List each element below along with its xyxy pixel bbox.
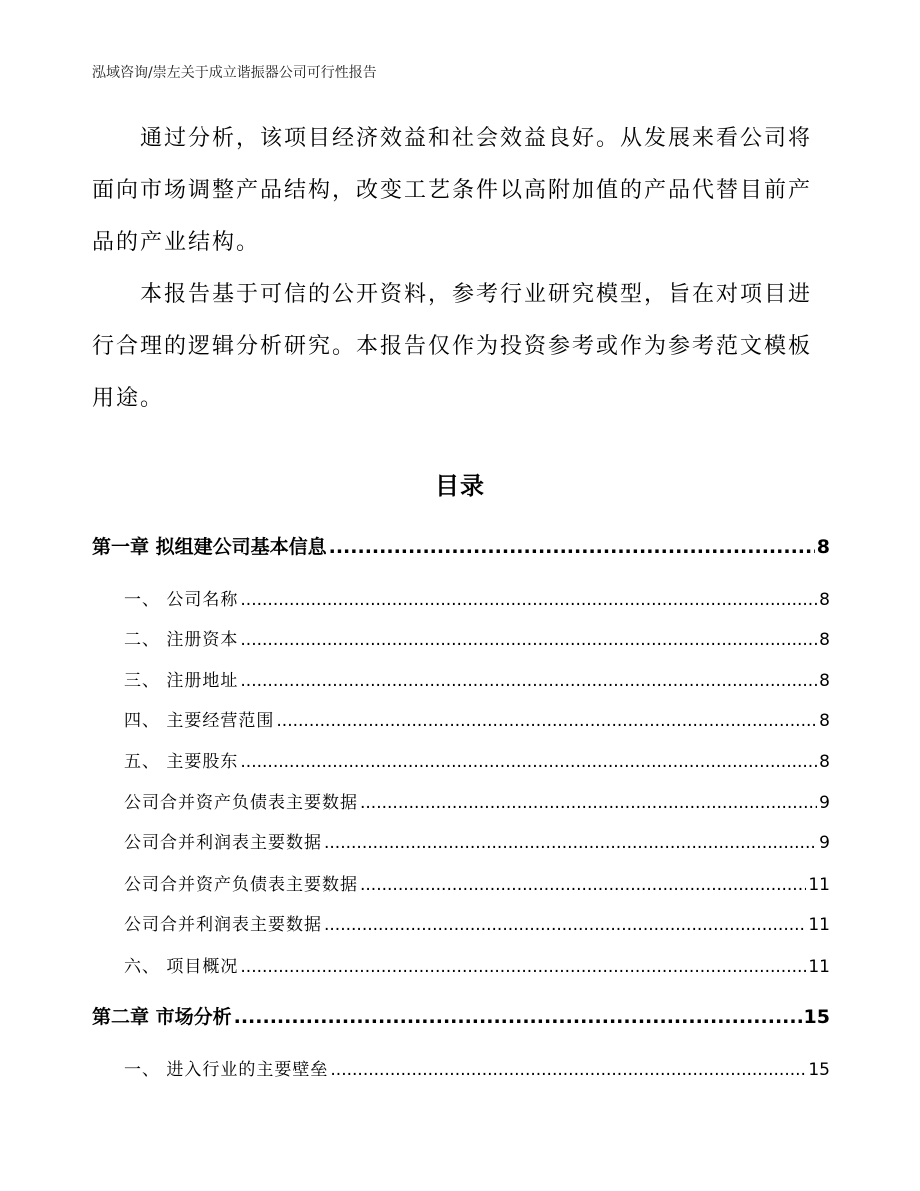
- toc-leader-dots: [240, 590, 817, 610]
- toc-page-number: 8: [819, 671, 830, 691]
- toc-leader-dots: [330, 1060, 806, 1080]
- body-paragraph-1: 通过分析，该项目经济效益和社会效益良好。从发展来看公司将面向市场调整产品结构，改变工艺条件以高附加值的产品代替目前产品的产业结构。: [92, 126, 813, 255]
- toc-entry-balance-sheet-1[interactable]: [124, 788, 830, 813]
- toc-entry-registered-address[interactable]: [124, 666, 830, 691]
- toc-entry-label: 五、 主要股东: [124, 752, 239, 772]
- toc-entry-income-statement-1[interactable]: [124, 828, 830, 853]
- toc-entry-label: 四、 主要经营范围: [124, 711, 275, 731]
- toc-page-number: 8: [819, 630, 830, 650]
- toc-page-number: 8: [816, 536, 830, 558]
- toc-entry-label: 六、 项目概况: [124, 957, 239, 977]
- toc-entry-label: 一、 公司名称: [124, 590, 239, 610]
- toc-entry-label: 公司合并利润表主要数据: [124, 915, 322, 935]
- toc-page-number: 15: [808, 1060, 830, 1080]
- toc-entry-label: 一、 进入行业的主要壁垒: [124, 1060, 329, 1080]
- toc-entry-company-name[interactable]: [124, 585, 830, 610]
- toc-leader-dots: [324, 833, 817, 853]
- toc-entry-label: 公司合并资产负债表主要数据: [124, 793, 358, 813]
- toc-leader-dots: [360, 793, 817, 813]
- toc-entry-income-statement-2[interactable]: [124, 910, 830, 935]
- toc-leader-dots: [276, 711, 817, 731]
- toc-leader-dots: [329, 536, 815, 558]
- toc-page-number: 11: [808, 875, 830, 895]
- toc-page-number: 8: [819, 752, 830, 772]
- toc-entry-project-overview[interactable]: [124, 952, 830, 977]
- toc-leader-dots: [240, 752, 817, 772]
- toc-page-number: 9: [819, 793, 830, 813]
- document-header: 泓域咨询/崇左关于成立谐振器公司可行性报告: [92, 65, 377, 81]
- toc-entry-balance-sheet-2[interactable]: [124, 870, 830, 895]
- body-paragraph-2: 本报告基于可信的公开资料，参考行业研究模型，旨在对项目进行合理的逻辑分析研究。本报告仅作为投资参考或作为参考范文模板用途。: [92, 282, 813, 411]
- toc-entry-label: 公司合并利润表主要数据: [124, 833, 322, 853]
- toc-title: 目录: [435, 472, 485, 500]
- toc-entry-entry-barriers[interactable]: [124, 1055, 830, 1080]
- toc-page-number: 15: [803, 1006, 830, 1028]
- toc-leader-dots: [234, 1006, 802, 1028]
- toc-entry-chapter-1[interactable]: [92, 532, 830, 559]
- toc-page-number: 11: [808, 915, 830, 935]
- toc-leader-dots: [240, 630, 817, 650]
- toc-leader-dots: [360, 875, 806, 895]
- toc-entry-label: 第一章 拟组建公司基本信息: [92, 536, 327, 558]
- toc-page-number: 9: [819, 833, 830, 853]
- toc-leader-dots: [240, 671, 817, 691]
- toc-entry-label: 第二章 市场分析: [92, 1006, 232, 1028]
- toc-page-number: 8: [819, 590, 830, 610]
- toc-entry-label: 二、 注册资本: [124, 630, 239, 650]
- toc-entry-chapter-2[interactable]: [92, 1002, 830, 1029]
- toc-entry-business-scope[interactable]: [124, 706, 830, 731]
- toc-page-number: 11: [808, 957, 830, 977]
- toc-entry-main-shareholders[interactable]: [124, 747, 830, 772]
- toc-entry-registered-capital[interactable]: [124, 625, 830, 650]
- toc-leader-dots: [324, 915, 806, 935]
- toc-leader-dots: [240, 957, 806, 977]
- toc-page-number: 8: [819, 711, 830, 731]
- toc-entry-label: 公司合并资产负债表主要数据: [124, 875, 358, 895]
- toc-entry-label: 三、 注册地址: [124, 671, 239, 691]
